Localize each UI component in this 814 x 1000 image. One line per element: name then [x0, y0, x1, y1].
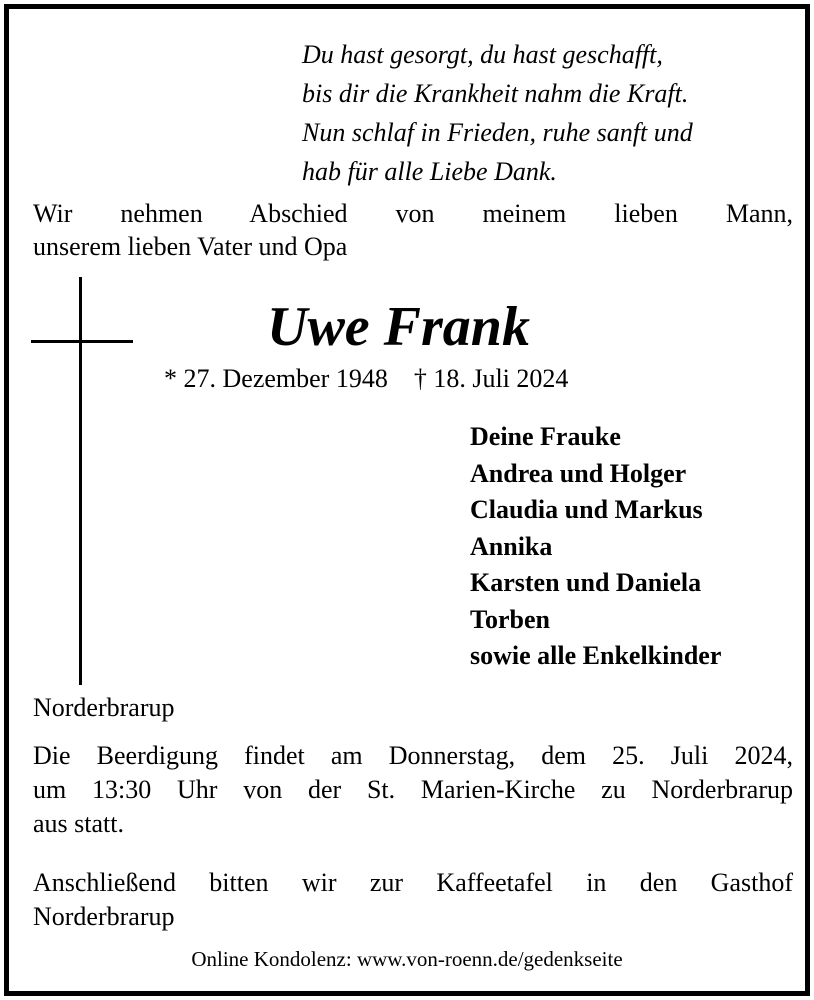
mourner-line: Annika — [470, 531, 553, 561]
mourner-line: Torben — [470, 604, 550, 634]
cross-vertical-bar — [79, 277, 82, 685]
poem-line: bis dir die Krankheit nahm die Kraft. — [302, 79, 689, 108]
obituary-notice — [4, 4, 810, 996]
mourner-line: Deine Frauke — [470, 422, 621, 451]
mourner-line: Karsten und Daniela — [470, 568, 702, 597]
funeral-line: aus statt. — [33, 809, 124, 838]
reception-line: Norderbrarup — [33, 902, 175, 931]
mourner-line: Claudia und Markus — [470, 495, 703, 524]
mourner-line: sowie alle Enkelkinder — [470, 641, 722, 670]
mourners-list — [470, 419, 721, 675]
reception-line: Anschließend bitten wir zur Kaffeetafel in den Gasthof — [33, 868, 793, 897]
reception-info — [33, 866, 793, 934]
online-condolence-link[interactable]: Online Kondolenz: www.von-roenn.de/gedenkseite — [191, 947, 623, 971]
place-name: Norderbrarup — [33, 693, 175, 722]
funeral-line: um 13:30 Uhr von der St. Marien-Kirche zu Norderbrarup — [33, 775, 793, 804]
cross-horizontal-bar — [31, 340, 133, 343]
intro-line: Wir nehmen Abschied von meinem lieben Mann, — [33, 199, 793, 228]
memorial-poem — [302, 35, 693, 191]
birth-date: * 27. Dezember 1948 — [164, 364, 388, 393]
poem-line: Du hast gesorgt, du hast geschafft, — [302, 40, 663, 69]
poem-line: Nun schlaf in Frieden, ruhe sanft und — [302, 118, 693, 147]
deceased-name: Uwe Frank — [267, 296, 530, 358]
farewell-intro — [33, 197, 793, 263]
intro-line: unserem lieben Vater und Opa — [33, 232, 348, 261]
mourner-line: Andrea und Holger — [470, 458, 687, 488]
death-date: † 18. Juli 2024 — [413, 364, 569, 393]
life-dates — [164, 362, 568, 396]
funeral-line: Die Beerdigung findet am Donnerstag, dem 25. Juli 2024, — [33, 741, 793, 770]
poem-line: hab für alle Liebe Dank. — [302, 157, 557, 186]
funeral-info — [33, 739, 793, 841]
